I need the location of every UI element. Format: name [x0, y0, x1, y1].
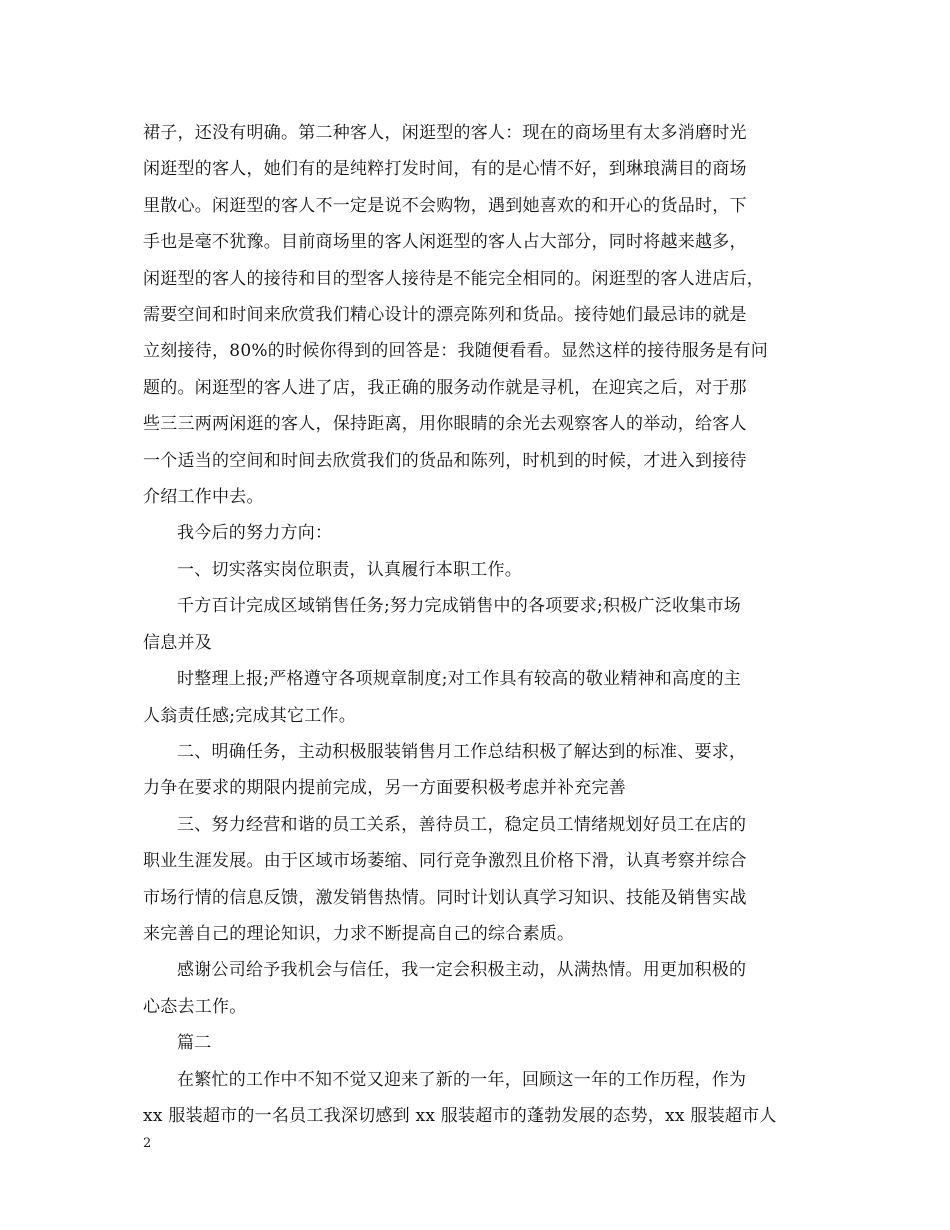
text-line: 闲逛型的客人的接待和目的型客人接待是不能完全相同的。闲逛型的客人进店后，: [143, 268, 764, 289]
text-line: 职业生涯发展。由于区域市场萎缩、同行竞争激烈且价格下滑，认真考察并综合: [143, 851, 747, 872]
text-line: 一个适当的空间和时间去欣赏我们的货品和陈列，时机到的时候，才进入到接待: [143, 450, 747, 471]
text-line: 千方百计完成区域销售任务;努力完成销售中的各项要求;积极广泛收集市场: [177, 596, 741, 617]
text-line: 力争在要求的期限内提前完成，另一方面要积极考虑并补充完善: [143, 778, 626, 799]
text-line: 题的。闲逛型的客人进了店，我正确的服务动作就是寻机，在迎宾之后，对于那: [143, 377, 747, 398]
numbered-item-heading: 二、明确任务，主动积极服装销售月工作总结积极了解达到的标准、要求，: [177, 741, 747, 762]
text-line: 介绍工作中去。: [143, 487, 264, 508]
document-body: [143, 115, 813, 1134]
text-line: 市场行情的信息反馈，激发销售热情。同时计划认真学习知识、技能及销售实战: [143, 887, 747, 908]
text-line: xx 服装超市的一名员工我深切感到 xx 服装超市的蓬勃发展的态势，xx 服装超市人: [143, 1105, 777, 1126]
text-line: 闲逛型的客人，她们有的是纯粹打发时间，有的是心情不好，到琳琅满目的商场: [143, 159, 747, 180]
text-line: 感谢公司给予我机会与信任，我一定会积极主动，从满热情。用更加积极的: [177, 960, 747, 981]
text-line: 在繁忙的工作中不知不觉又迎来了新的一年，回顾这一年的工作历程，作为: [177, 1069, 747, 1090]
text-line: 裙子，还没有明确。第二种客人，闲逛型的客人：现在的商场里有太多消磨时光: [143, 123, 747, 143]
section-heading: 我今后的努力方向：: [177, 523, 333, 544]
text-line: 里散心。闲逛型的客人不一定是说不会购物，遇到她喜欢的和开心的货品时，下: [143, 195, 747, 216]
text-line: 信息并及: [143, 632, 212, 653]
text-line: 人翁责任感;完成其它工作。: [143, 705, 356, 726]
text-line: 立刻接待，80%的时候你得到的回答是：我随便看看。显然这样的接待服务是有问: [143, 341, 769, 362]
text-line: 心态去工作。: [143, 996, 247, 1017]
text-line: 手也是毫不犹豫。目前商场里的客人闲逛型的客人占大部分，同时将越来越多，: [143, 232, 747, 253]
numbered-item-heading: 三、努力经营和谐的员工关系，善待员工，稳定员工情绪规划好员工在店的: [177, 814, 747, 835]
page-number: 2: [143, 1136, 152, 1151]
section-heading: 篇二: [177, 1033, 212, 1054]
text-line: 来完善自己的理论知识，力求不断提高自己的综合素质。: [143, 923, 575, 944]
text-line: 些三三两两闲逛的客人，保持距离，用你眼睛的余光去观察客人的举动，给客人: [143, 414, 747, 435]
numbered-item-heading: 一、切实落实岗位职责，认真履行本职工作。: [177, 559, 522, 580]
text-line: 时整理上报;严格遵守各项规章制度;对工作具有较高的敬业精神和高度的主: [177, 669, 741, 690]
text-line: 需要空间和时间来欣赏我们精心设计的漂亮陈列和货品。接待她们最忌讳的就是: [143, 305, 747, 326]
